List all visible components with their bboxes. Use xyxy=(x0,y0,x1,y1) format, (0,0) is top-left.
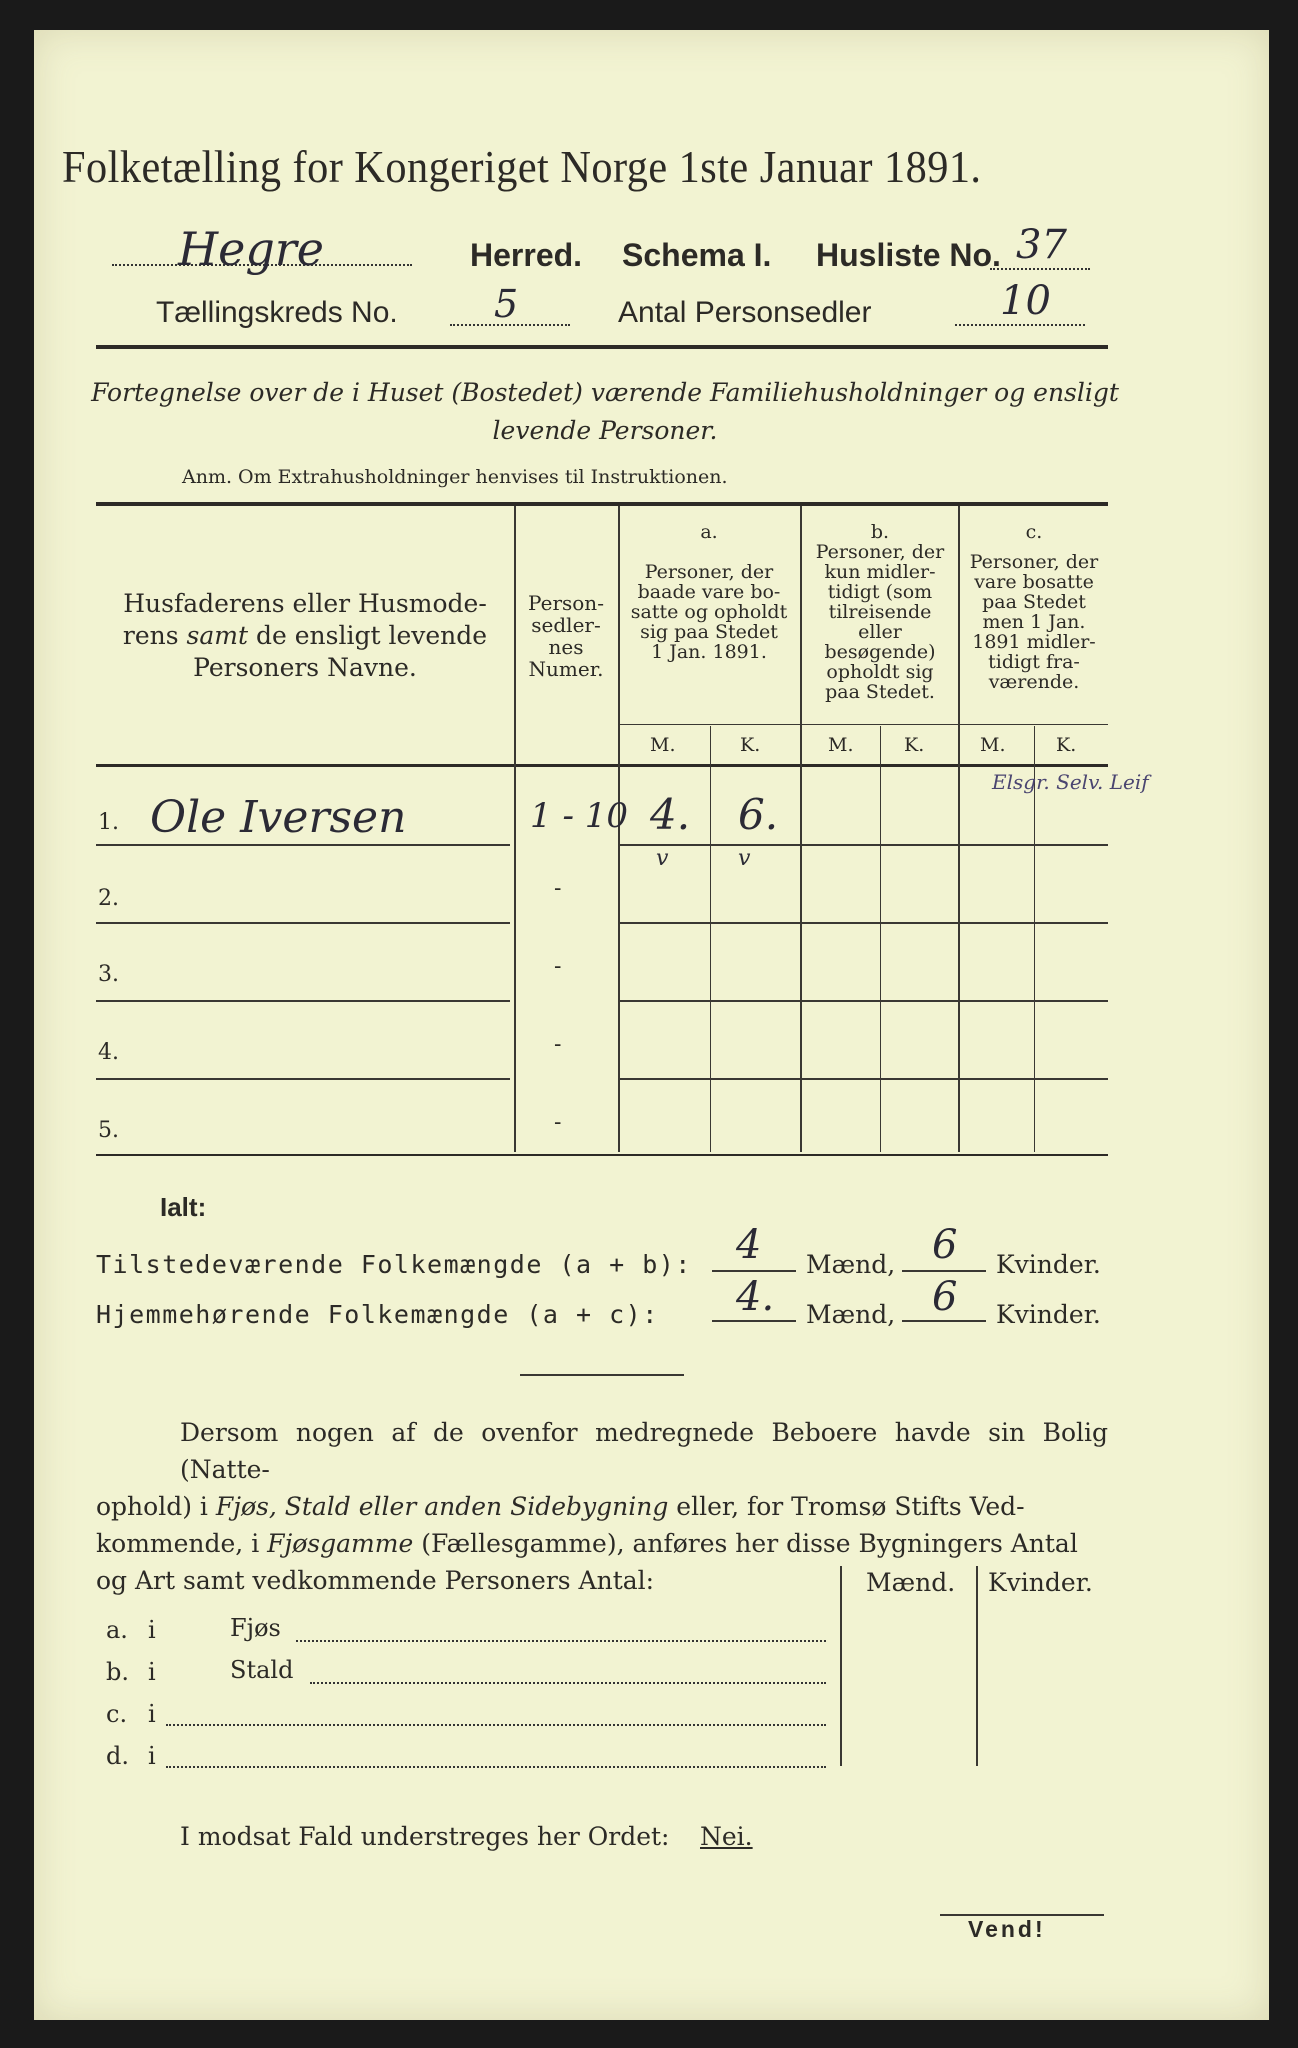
herred-label: Herred. xyxy=(470,237,583,273)
totals-row-2-label: Hjemmehørende Folkemængde (a + c): xyxy=(96,1300,659,1329)
col-header-names-l2a: rens xyxy=(122,621,187,650)
para-l4: og Art samt vedkommende Personers Antal: xyxy=(96,1566,655,1595)
intro-line-2: levende Personer. xyxy=(492,416,718,445)
row-3-persnum: - xyxy=(554,954,562,979)
col-num-l2: sedler- xyxy=(531,613,601,637)
row-1-a-k: 6. xyxy=(738,790,779,839)
row-4-number: 4. xyxy=(98,1040,119,1065)
row-1-name: Ole Iversen xyxy=(150,792,407,843)
totals-row-2-m-line xyxy=(712,1320,796,1322)
buildings-maend-header: Mænd. xyxy=(866,1568,956,1597)
antal-value: 10 xyxy=(1000,278,1051,324)
header-rule xyxy=(96,345,1108,349)
building-row-d-letter: d. xyxy=(106,1742,129,1770)
c-m-label: M. xyxy=(980,734,1006,756)
totals-row-2-k: 6 xyxy=(932,1274,958,1320)
vend-text: Vend! xyxy=(968,1916,1046,1942)
col-header-names-l3: Personers Navne. xyxy=(193,653,417,682)
para-l3 xyxy=(96,1525,1108,1562)
col-num-l1: Person- xyxy=(528,591,604,615)
building-row-a-i: i xyxy=(148,1616,156,1644)
row-5-number: 5. xyxy=(98,1118,119,1143)
row-4-persnum: - xyxy=(554,1032,562,1057)
col-b-l6: besøgende) xyxy=(824,641,936,663)
building-row-b-i: i xyxy=(148,1658,156,1686)
col-header-names-l2c: de ensligt levende xyxy=(248,621,488,650)
row-1-check-k: v xyxy=(738,846,751,871)
building-row-b-dots xyxy=(310,1680,826,1684)
row-3-number: 3. xyxy=(98,962,119,987)
mk-divider xyxy=(618,724,1108,725)
row-1-number: 1. xyxy=(98,810,119,835)
row-2-number: 2. xyxy=(98,886,119,911)
row-5-persnum: - xyxy=(554,1110,562,1135)
row-line-1b xyxy=(618,844,1108,846)
anm-note: Anm. Om Extrahusholdninger henvises til Instruktionen. xyxy=(182,466,728,488)
col-header-c xyxy=(960,522,1108,692)
para-l3a: kommende, i xyxy=(96,1529,268,1558)
totals-row-2-kvinder: Kvinder. xyxy=(996,1300,1101,1329)
row-1-persnum: 1 - 10 xyxy=(530,796,628,836)
building-row-b-label: Stald xyxy=(230,1656,294,1684)
para-l2c: eller, for Tromsø Stifts Ved- xyxy=(668,1492,1025,1521)
col-line-b-mk xyxy=(880,726,881,1152)
building-row-b-letter: b. xyxy=(106,1658,129,1686)
col-c-l6: tidigt fra- xyxy=(988,651,1080,673)
row-line-4b xyxy=(618,1078,1108,1080)
antal-label: Antal Personsedler xyxy=(618,296,872,329)
row-line-3a xyxy=(96,1000,510,1002)
totals-row-2-m: 4. xyxy=(736,1274,775,1320)
col-a-l2: baade vare bo- xyxy=(637,581,781,603)
building-row-d-i: i xyxy=(148,1742,156,1770)
col-header-persnum xyxy=(516,592,616,680)
nei-word: Nei. xyxy=(700,1822,753,1851)
schema-label: Schema I. xyxy=(622,237,772,273)
buildings-kvinder-header: Kvinder. xyxy=(988,1568,1093,1597)
b-m-label: M. xyxy=(828,734,854,756)
buildings-col-line-1 xyxy=(840,1566,842,1766)
building-row-c-letter: c. xyxy=(106,1700,128,1728)
para-l3c: (Fællesgamme), anføres her disse Bygningers Antal xyxy=(413,1529,1078,1558)
col-c-l2: vare bosatte xyxy=(974,571,1094,593)
row-1-a-m: 4. xyxy=(650,790,691,839)
col-b-l8: paa Stedet. xyxy=(825,681,935,703)
taellingskreds-value: 5 xyxy=(494,282,519,326)
para-l2a: ophold) i xyxy=(96,1492,216,1521)
buildings-col-line-2 xyxy=(976,1566,978,1766)
para-l3b: Fjøsgamme xyxy=(267,1529,414,1558)
totals-row-1-maend: Mænd, xyxy=(806,1250,896,1279)
col-line-a-mk xyxy=(710,726,711,1152)
col-b-l5: eller xyxy=(858,621,902,643)
b-k-label: K. xyxy=(904,734,925,756)
husliste-value: 37 xyxy=(1016,222,1067,268)
col-b-letter: b. xyxy=(870,521,890,543)
building-row-c-dots xyxy=(166,1722,826,1726)
row-1-c-note: Elsgr. Selv. Leif xyxy=(992,770,1149,794)
row-line-4a xyxy=(96,1078,510,1080)
a-k-label: K. xyxy=(740,734,761,756)
totals-row-1-k: 6 xyxy=(932,1222,958,1268)
col-c-letter: c. xyxy=(1025,521,1043,543)
building-row-a-label: Fjøs xyxy=(230,1614,281,1642)
row-line-2a xyxy=(96,922,510,924)
building-row-d-dots xyxy=(166,1764,826,1768)
totals-row-1-label: Tilstedeværende Folkemængde (a + b): xyxy=(96,1250,692,1279)
para-l2b: Fjøs, Stald eller anden Sidebygning xyxy=(215,1492,669,1521)
row-line-1a xyxy=(96,844,510,846)
row-2-persnum: - xyxy=(554,876,562,901)
col-c-l3: paa Stedet xyxy=(982,591,1086,613)
row-line-2b xyxy=(618,922,1108,924)
col-b-l3: tidigt (som xyxy=(827,581,933,603)
table-bottom-rule xyxy=(96,1154,1108,1156)
totals-row-2-maend: Mænd, xyxy=(806,1300,896,1329)
table-top-rule xyxy=(96,502,1108,506)
building-row-a-letter: a. xyxy=(106,1616,128,1644)
building-row-c-i: i xyxy=(148,1700,156,1728)
building-row-a-dots xyxy=(296,1638,826,1642)
col-c-l1: Personer, der xyxy=(969,551,1099,573)
col-header-names-l2b: samt xyxy=(186,621,249,650)
col-a-l3: satte og opholdt xyxy=(630,601,788,623)
col-a-l1: Personer, der xyxy=(644,561,774,583)
totals-row-1-m-line xyxy=(712,1270,796,1272)
totals-row-1-m: 4 xyxy=(736,1222,762,1268)
form-title: Folketælling for Kongeriget Norge 1ste Januar 1891. xyxy=(62,141,982,192)
col-c-l7: værende. xyxy=(988,671,1080,693)
a-m-label: M. xyxy=(650,734,676,756)
intro-line-1: Fortegnelse over de i Huset (Bostedet) værende Familiehusholdninger og ensligt xyxy=(91,378,1119,407)
totals-row-1-k-line xyxy=(902,1270,986,1272)
para-l1: Dersom nogen af de ovenfor medregnede Beboere havde sin Bolig (Natte- xyxy=(180,1418,1108,1484)
row-line-3b xyxy=(618,1000,1108,1002)
separator-rule xyxy=(520,1374,684,1376)
col-header-names xyxy=(100,588,510,684)
col-num-l4: Numer. xyxy=(528,657,604,681)
husliste-label: Husliste No. xyxy=(816,237,1001,273)
totals-row-2-k-line xyxy=(902,1320,986,1322)
col-c-l5: 1891 midler- xyxy=(972,631,1096,653)
col-b-l2: kun midler- xyxy=(824,561,936,583)
row-1-check-m: v xyxy=(656,846,669,871)
herred-value: Hegre xyxy=(178,222,324,276)
col-c-l4: men 1 Jan. xyxy=(982,611,1086,633)
col-header-names-l1: Husfaderens eller Husmode- xyxy=(123,589,487,618)
col-header-names-l2 xyxy=(100,620,510,652)
taellingskreds-label: Tællingskreds No. xyxy=(156,296,398,329)
col-b-l7: opholdt sig xyxy=(826,661,934,683)
col-b-l4: tilreisende xyxy=(828,601,932,623)
col-a-letter: a. xyxy=(700,521,718,543)
ialt-label: Ialt: xyxy=(160,1192,207,1222)
col-header-a xyxy=(620,522,798,662)
col-a-l5: 1 Jan. 1891. xyxy=(651,641,767,663)
col-b-l1: Personer, der xyxy=(815,541,945,563)
buildings-paragraph xyxy=(96,1414,1108,1599)
col-header-b xyxy=(802,522,958,702)
table-header-rule xyxy=(96,764,1108,767)
c-k-label: K. xyxy=(1056,734,1077,756)
modsat-text: I modsat Fald understreges her Ordet: xyxy=(180,1822,670,1851)
col-num-l3: nes xyxy=(548,635,584,659)
para-l2 xyxy=(96,1488,1108,1525)
intro-text xyxy=(90,374,1120,450)
totals-row-1-kvinder: Kvinder. xyxy=(996,1250,1101,1279)
col-a-l4: sig paa Stedet xyxy=(640,621,778,643)
